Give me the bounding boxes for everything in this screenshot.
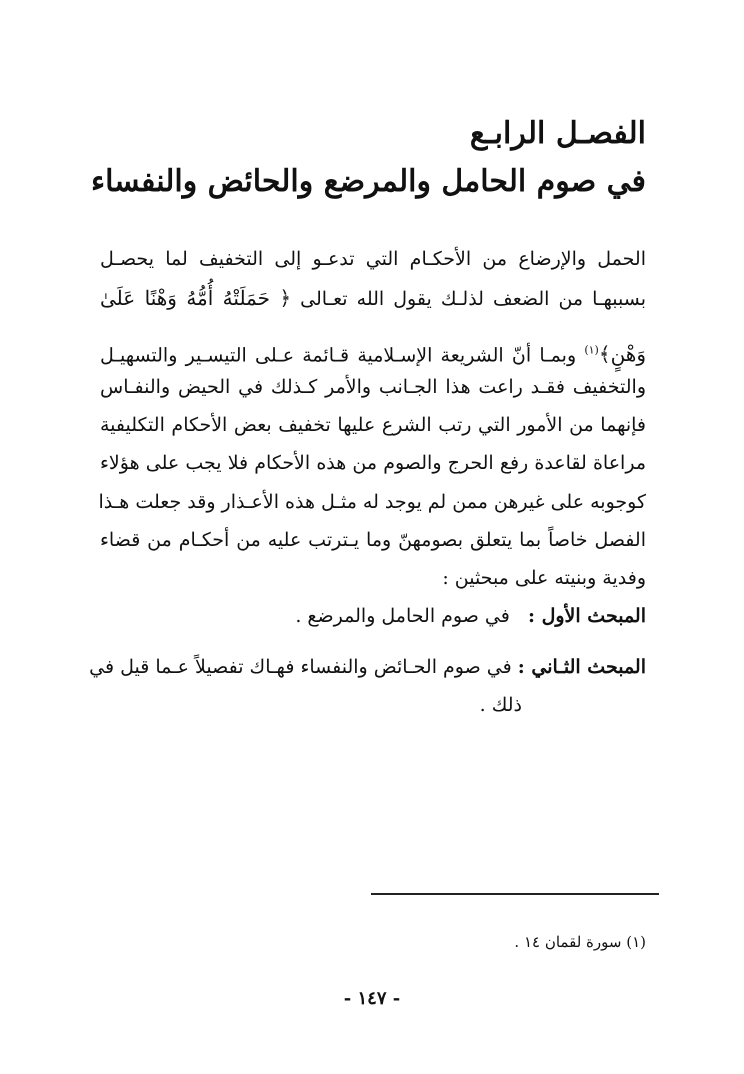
section-second-text: في صوم الحـائض والنفساء فهـاك تفصيلاً عـما قيل في <box>89 656 512 678</box>
body-line-2 <box>100 283 646 313</box>
body-line-8: الفصل خاصاً بما يتعلق بصومهنّ وما يـترتب عليه من أحكـام من قضاء <box>100 529 646 551</box>
footnote-mark: (١) <box>584 344 599 357</box>
body-line-5: فإنهما من الأمور التي رتب الشرع عليها تخفيف بعض الأحكام التكليفية <box>100 414 646 436</box>
section-second <box>89 652 646 682</box>
section-second-label: المبحث الثـاني : <box>517 656 646 678</box>
body-line-7: كوجوبه على غيرهن ممن لم يوجد له مثـل هذه الأعـذار وقد جعلت هـذا <box>98 491 646 513</box>
section-first <box>295 601 646 631</box>
body-line-9: وفدية وبنيته على مبحثين : <box>442 567 646 589</box>
body-line-4: والتخفيف فقـد راعت هذا الجـانب والأمر كـذلك في الحيض والنفـاس <box>100 376 646 398</box>
body-line-3 <box>100 336 646 366</box>
page-number: - ١٤٧ - <box>343 988 401 1009</box>
section-first-label: المبحث الأول : <box>527 605 646 627</box>
section-second-continuation: ذلك . <box>479 694 522 716</box>
chapter-title: الفصـل الرابـع <box>469 116 646 151</box>
quran-quote-end-text: وَهْنٍ﴾ <box>598 342 646 367</box>
body-line-1: الحمل والإرضاع من الأحكـام التي تدعـو إلى التخفيف لما يحصـل <box>100 248 646 270</box>
chapter-subtitle: في صوم الحامل والمرضع والحائض والنفساء <box>91 164 646 199</box>
body-line-2-text: بسببهـا من الضعف لذلـك يقول الله تعـالى <box>300 288 646 310</box>
footnote: (١) سورة لقمان ١٤ . <box>514 933 646 951</box>
body-line-3-text: وبمـا أنّ الشريعة الإسـلامية قـائمة عـلى التيسـير والتسهيـل <box>100 344 577 367</box>
footnote-divider <box>371 893 659 895</box>
section-first-text: في صوم الحامل والمرضع . <box>295 605 510 627</box>
quran-quote-start: ﴿ حَمَلَتْهُ أُمُّهُ وَهْنًا عَلَىٰ <box>100 286 292 310</box>
quran-quote-end <box>584 344 646 366</box>
body-line-6: مراعاة لقاعدة رفع الحرج والصوم من هذه الأحكام فلا يجب على هؤلاء <box>100 452 646 474</box>
